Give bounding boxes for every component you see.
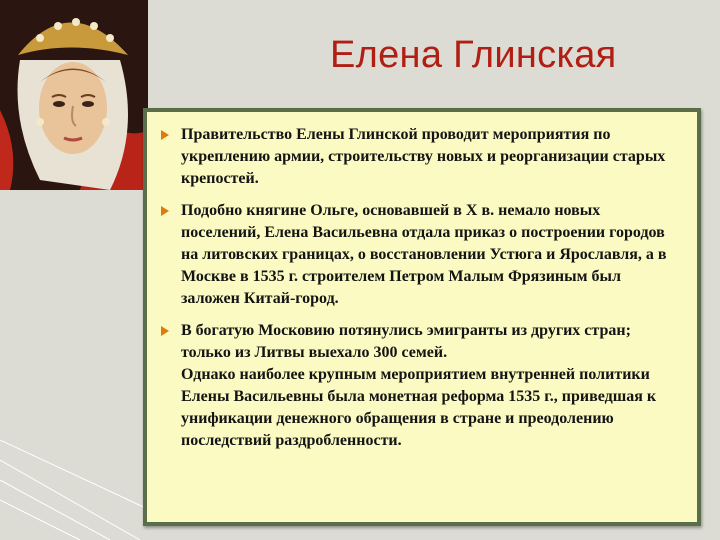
orange-arrow-bullet-icon [161, 206, 169, 216]
bullet-item [159, 200, 681, 310]
content-panel [143, 108, 701, 526]
bullet-list [147, 112, 697, 452]
slide-title: Елена Глинская [330, 34, 617, 76]
bullet-paragraph: В богатую Московию потянулись эмигранты из других стран; только из Литвы выехало 300 семей. [181, 322, 631, 361]
bullet-item [159, 124, 681, 190]
bullet-paragraph: Подобно княгине Ольге, основавшей в X в. немало новых поселений, Елена Васильевна отдала приказ о построении городов на литовских границах, о восстановлении Устюга и Ярославля, а в Москве в 1535 г. строителем Петром Малым Фрязиным был заложен Китай-город. [181, 202, 667, 307]
bullet-paragraph: Правительство Елены Глинской проводит мероприятия по укреплению армии, строительству новых и реорганизации старых крепостей. [181, 126, 666, 187]
orange-arrow-bullet-icon [161, 326, 169, 336]
orange-arrow-bullet-icon [161, 130, 169, 140]
bullet-item [159, 320, 681, 452]
portrait-image [0, 0, 148, 190]
bullet-paragraph: Однако наиболее крупным мероприятием внутренней политики Елены Васильевны была монетная реформа 1535 г., приведшая к унификации денежного обращения в стране и преодолению последствий раздробленности. [181, 366, 657, 449]
decorative-lines [0, 440, 150, 540]
